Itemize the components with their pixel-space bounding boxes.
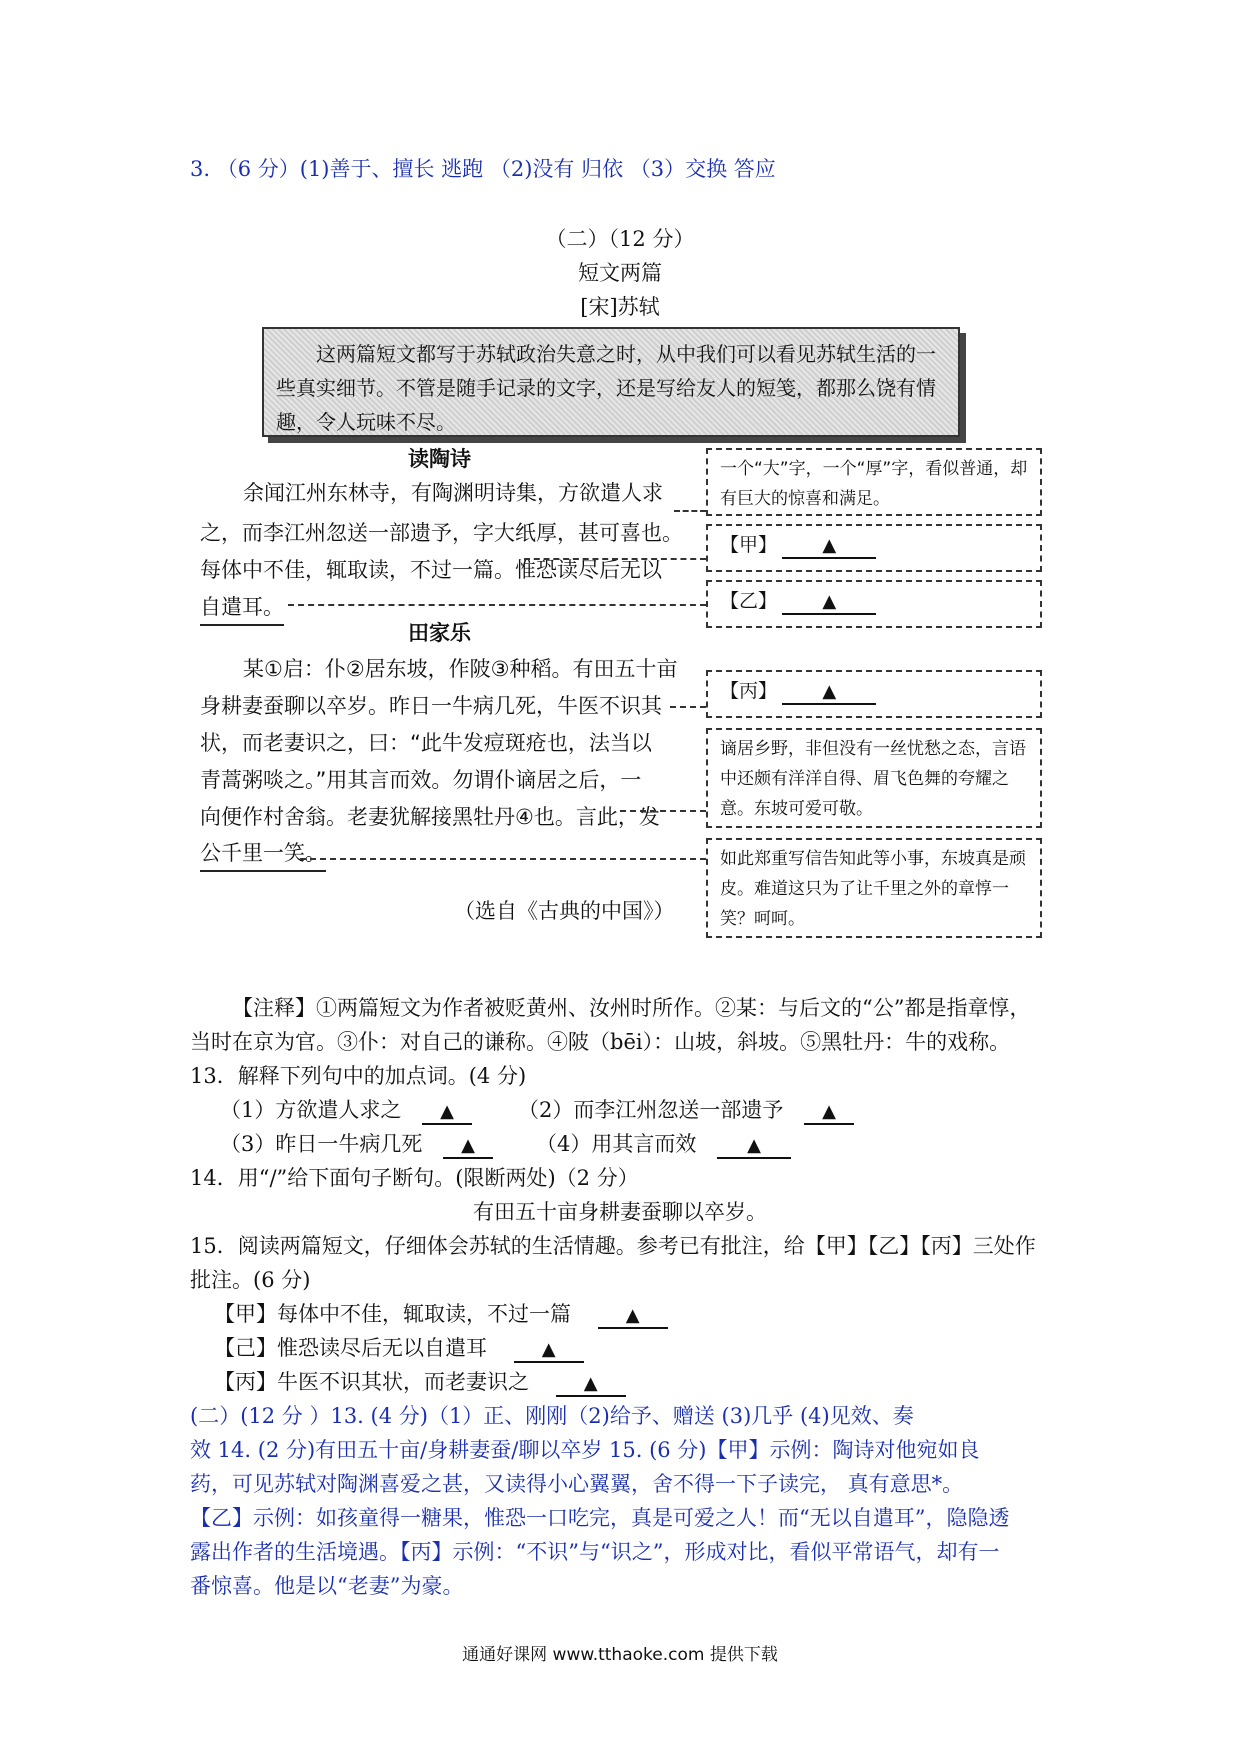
page-footer: 通通好课网 www.tthaoke.com 提供下载	[462, 1645, 778, 1665]
side-note-jia: 【甲】 ▲	[706, 524, 1042, 572]
section-title: （二）（12 分）	[545, 227, 695, 251]
answer-blank[interactable]: ▲	[804, 1101, 854, 1125]
arrow-line	[670, 706, 706, 708]
poem2-line: 某①启：仆②居东坡，作陂③种稻。有田五十亩	[243, 657, 678, 681]
annotation-line: 【注释】①两篇短文为作者被贬黄州、汝州时所作。②某：与后文的“公”都是指章惇，	[232, 996, 1031, 1020]
piece-title: 短文两篇	[578, 261, 662, 285]
q13-item-3: （3）昨日一牛病几死 ▲	[220, 1129, 493, 1159]
answer-blank[interactable]: ▲	[598, 1305, 668, 1329]
q15-item-jia: 【甲】每体中不佳，辄取读，不过一篇 ▲	[214, 1299, 668, 1329]
arrow-line	[620, 810, 706, 812]
intro-text: 这两篇短文都写于苏轼政治失意之时，从中我们可以看见苏轼生活的一些真实细节。不管是随手记录的文字，还是写给友人的短笺，都那么饶有情趣，令人玩味不尽。	[276, 342, 936, 434]
answer-line: 效 14. (2 分)有田五十亩/身耕妻蚕/聊以卒岁 15. (6 分)【甲】示例：陶诗对他宛如良	[190, 1438, 980, 1462]
author: [宋]苏轼	[580, 295, 660, 319]
answer-line: 药，可见苏轼对陶渊喜爱之甚，又读得小心翼翼，舍不得一下子读完， 真有意思*。	[190, 1472, 964, 1496]
question-15: 15．阅读两篇短文，仔细体会苏轼的生活情趣。参考已有批注，给【甲】【乙】【丙】三处作	[190, 1234, 1036, 1258]
arrow-line	[524, 558, 706, 560]
poem1-line: 余闻江州东林寺，有陶渊明诗集，方欲遣人求	[243, 481, 663, 505]
side-note-1: 一个“大”字，一个“厚”字，看似普通，却有巨大的惊喜和满足。	[706, 448, 1042, 516]
side-note-bing: 【丙】 ▲	[706, 670, 1042, 718]
q13-item-2: （2）而李江州忽送一部遗予 ▲	[518, 1095, 854, 1125]
answer-blank[interactable]: ▲	[717, 1135, 791, 1159]
arrow-line	[288, 604, 706, 606]
poem2-line: 公千里一笑。	[200, 838, 326, 872]
annotation-line: 当时在京为官。③仆：对自己的谦称。④陂（bēi）：山坡，斜坡。⑤黑牡丹：牛的戏称。	[190, 1030, 1011, 1054]
poem2-title: 田家乐	[408, 621, 471, 645]
poem1-line: 自遣耳。	[200, 592, 284, 626]
poem1-line: 每体中不佳，辄取读，不过一篇。惟恐读尽后无以	[200, 558, 662, 582]
poem2-source: （选自《古典的中国》）	[454, 899, 675, 923]
poem2-line: 身耕妻蚕聊以卒岁。昨日一牛病几死，牛医不识其	[200, 694, 662, 718]
q13-item-4: （4）用其言而效 ▲	[536, 1129, 791, 1159]
arrow-line	[300, 858, 706, 860]
side-note-2: 谪居乡野，非但没有一丝忧愁之态，言语中还颇有洋洋自得、眉飞色舞的夸耀之意。东坡可爱可敬。	[706, 728, 1042, 828]
answer-line: 【乙】示例：如孩童得一糖果，惟恐一口吃完，真是可爱之人！而“无以自遣耳”，隐隐透	[190, 1506, 1010, 1530]
triangle-icon: ▲	[782, 535, 876, 559]
poem2-line: 青蒿粥啖之。”用其言而效。勿谓仆谪居之后，一	[200, 768, 642, 792]
arrow-line	[674, 510, 706, 512]
q14-sentence: 有田五十亩身耕妻蚕聊以卒岁。	[473, 1200, 767, 1224]
poem2-line: 状，而老妻识之，曰：“此牛发痘斑疮也，法当以	[200, 731, 652, 755]
answer-blank[interactable]: ▲	[422, 1101, 472, 1125]
question-14: 14．用“/”给下面句子断句。(限断两处)（2 分）	[190, 1166, 639, 1190]
intro-box	[262, 327, 960, 437]
q13-item-1: （1）方欲遣人求之 ▲	[220, 1095, 472, 1125]
question-15-cont: 批注。(6 分)	[190, 1268, 311, 1292]
answer-blank[interactable]: ▲	[443, 1135, 493, 1159]
answer-line: (二）(12 分 ）13. (4 分)（1）正、刚刚（2)给予、赠送 (3)几乎 (4)见效、奏	[190, 1404, 914, 1428]
q15-item-bing: 【丙】牛医不识其状，而老妻识之 ▲	[214, 1367, 626, 1397]
poem2-line: 向便作村舍翁。老妻犹解接黑牡丹④也。言此，发	[200, 805, 660, 829]
triangle-icon: ▲	[782, 591, 876, 615]
question-13: 13．解释下列句中的加点词。(4 分)	[190, 1064, 527, 1088]
answer-blank[interactable]: ▲	[556, 1373, 626, 1397]
answer-line: 露出作者的生活境遇。【丙】示例：“不识”与“识之”，形成对比，看似平常语气，却有一	[190, 1540, 1000, 1564]
triangle-icon: ▲	[782, 681, 876, 705]
poem1-title: 读陶诗	[408, 447, 471, 471]
answer-line-3: 3. （6 分）(1)善于、擅长 逃跑 （2)没有 归依 （3）交换 答应	[190, 157, 776, 181]
side-note-yi: 【乙】 ▲	[706, 580, 1042, 628]
side-note-3: 如此郑重写信告知此等小事，东坡真是顽皮。难道这只为了让千里之外的章惇一笑？呵呵。	[706, 838, 1042, 938]
poem1-line: 之，而李江州忽送一部遗予，字大纸厚，甚可喜也。	[200, 521, 683, 545]
answer-line: 番惊喜。他是以“老妻”为豪。	[190, 1574, 464, 1598]
answer-blank[interactable]: ▲	[514, 1339, 584, 1363]
q15-item-yi: 【己】惟恐读尽后无以自遣耳 ▲	[214, 1333, 584, 1363]
